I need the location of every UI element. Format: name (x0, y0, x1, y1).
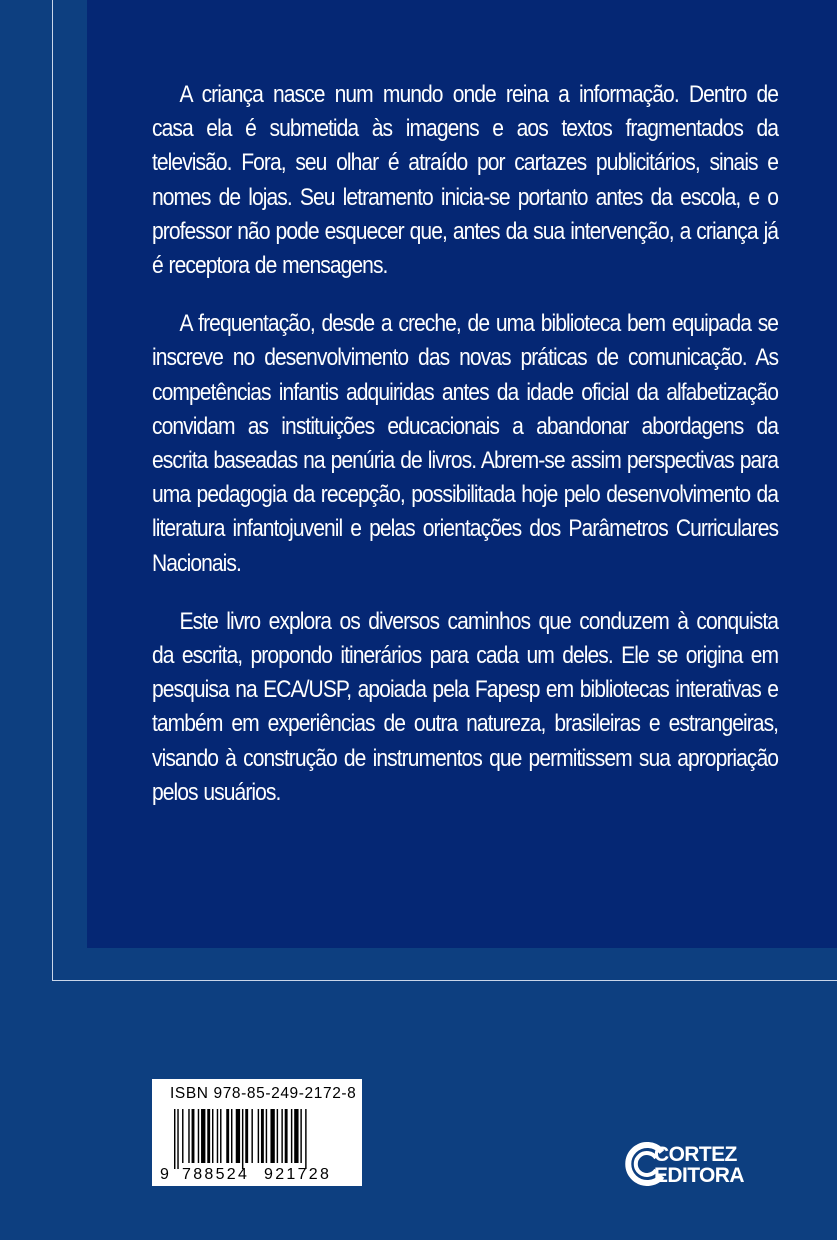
publisher-subtitle: EDITORA (654, 1164, 744, 1187)
isbn-number: ISBN 978-85-249-2172-8 (170, 1085, 357, 1102)
synopsis (152, 78, 779, 834)
synopsis-paragraph-2: A frequentação, desde a creche, de uma biblioteca bem equipada se inscreve no desenvolvimento das novas práticas de comunicação. As competências infantis adquiridas antes da idade oficial da alfabetização convidam as instituições educacionais a abandonar abordagens da escrita baseadas na penúria de livros. Abrem-se assim perspectivas para uma pedagogia da recepção, possibilitada hoje pelo desenvolvimento da literatura infantojuvenil e pelas orientações dos Parâmetros Curriculares Nacionais. (152, 310, 779, 577)
barcode-digit-lead: 9 (160, 1166, 169, 1181)
barcode-digits-right: 921728 (264, 1166, 332, 1181)
barcode-digits-left: 788524 (182, 1166, 250, 1181)
barcode-bars (160, 1109, 354, 1181)
publisher-logo (624, 1140, 764, 1196)
publisher-name: CORTEZ (654, 1143, 737, 1166)
synopsis-paragraph-1: A criança nasce num mundo onde reina a informação. Dentro de casa ela é submetida às imagens e aos textos fragmentados da televisão. Fora, seu olhar é atraído por cartazes publicitários, sinais e nomes de lojas. Seu letramento inicia-se portanto antes da escola, e o professor não pode esquecer que, antes da sua intervenção, a criança já é receptora de mensagens. (152, 81, 779, 280)
synopsis-paragraph-3: Este livro explora os diversos caminhos que conduzem à conquista da escrita, propondo itinerários para cada um deles. Ele se origina em pesquisa na ECA/USP, apoiada pela Fapesp em bibliotecas interativas e também em experiências de outra natureza, brasileiras e estrangeiras, visando à construção de instrumentos que permitissem sua apropriação pelos usuários. (152, 607, 779, 806)
isbn-barcode (152, 1079, 362, 1186)
